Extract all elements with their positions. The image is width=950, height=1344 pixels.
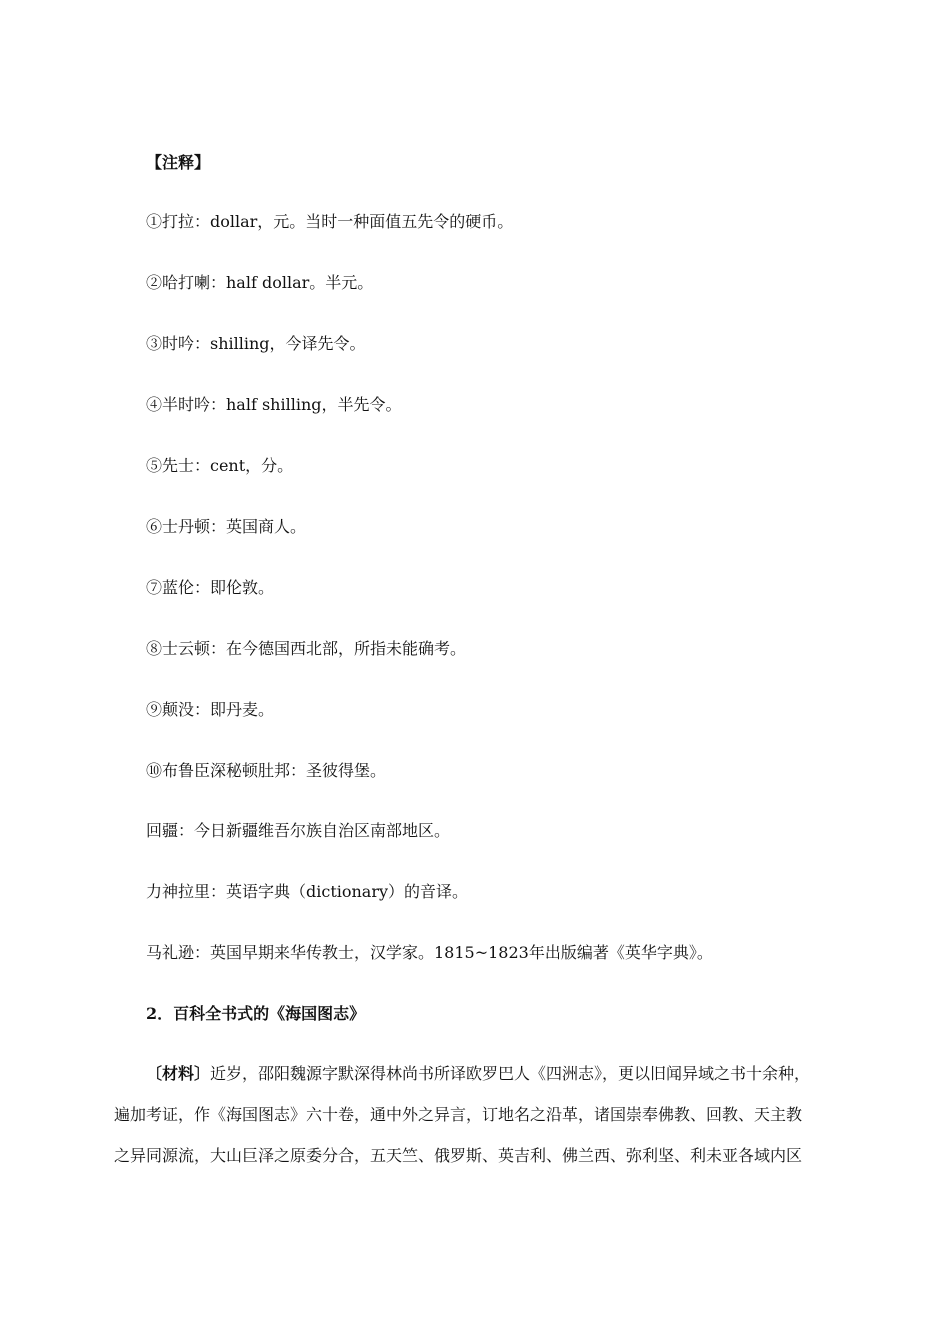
annotation-item: ⑤先士：cent，分。 xyxy=(146,456,294,475)
annotations-heading: 【注释】 xyxy=(146,153,211,172)
annotation-item: ⑧士云顿：在今德国西北部，所指未能确考。 xyxy=(146,639,467,658)
annotation-item: ⑩布鲁臣深秘顿肚邦：圣彼得堡。 xyxy=(146,761,387,780)
annotation-item: ②哈打喇：half dollar。半元。 xyxy=(146,273,374,292)
material-line xyxy=(146,1063,876,1085)
material-text: 近岁，邵阳魏源字默深得林尚书所译欧罗巴人《四洲志》，更以旧闻异域之书十余种， xyxy=(210,1064,811,1083)
annotation-item: 回疆：今日新疆维吾尔族自治区南部地区。 xyxy=(146,821,451,840)
annotation-item: ③时吟：shilling，今译先令。 xyxy=(146,334,366,353)
material-label: 〔材料〕 xyxy=(146,1064,211,1083)
annotation-item: 马礼逊：英国早期来华传教士，汉学家。1815~1823年出版编著《英华字典》。 xyxy=(146,943,713,962)
annotation-item: ⑥士丹顿：英国商人。 xyxy=(146,517,307,536)
annotation-item: ⑦蓝伦：即伦敦。 xyxy=(146,578,275,597)
annotation-item: ⑨颠没：即丹麦。 xyxy=(146,700,275,719)
material-line: 遍加考证，作《海国图志》六十卷，通中外之异言，订地名之沿革，诸国崇奉佛教、回教、天主教 xyxy=(114,1105,803,1124)
material-line: 之异同源流，大山巨泽之原委分合，五天竺、俄罗斯、英吉利、佛兰西、弥利坚、利未亚各域内区 xyxy=(114,1146,803,1165)
annotation-item: ①打拉：dollar，元。当时一种面值五先令的硬币。 xyxy=(146,212,514,231)
annotation-item: 力神拉里：英语字典（dictionary）的音译。 xyxy=(146,882,469,901)
section-title: 2．百科全书式的《海国图志》 xyxy=(146,1004,366,1023)
annotation-item: ④半时吟：half shilling，半先令。 xyxy=(146,395,402,414)
